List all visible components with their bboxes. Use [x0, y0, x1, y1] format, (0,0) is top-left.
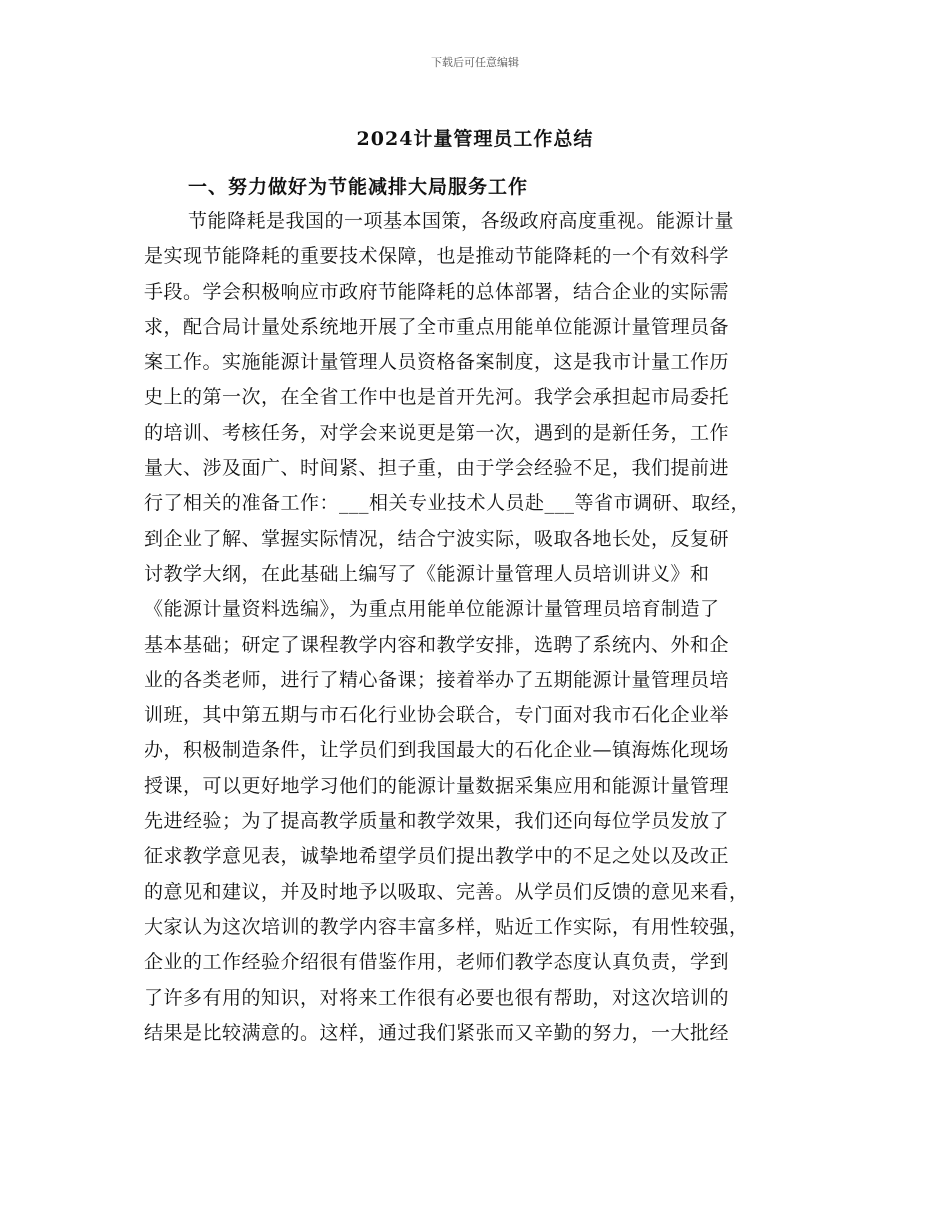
- body-line: 讨教学大纲，在此基础上编写了《能源计量管理人员培训讲义》和: [144, 562, 710, 585]
- body-line: 量大、涉及面广、时间紧、担子重，由于学会经验不足，我们提前进: [144, 457, 730, 480]
- body-line: 业的各类老师，进行了精心备课；接着举办了五期能源计量管理员培: [144, 668, 730, 691]
- body-line: 史上的第一次，在全省工作中也是首开先河。我学会承担起市局委托: [144, 386, 730, 409]
- body-line: 的意见和建议，并及时地予以吸取、完善。从学员们反馈的意见来看，: [144, 880, 749, 903]
- body-line: 结果是比较满意的。这样，通过我们紧张而又辛勤的努力，一大批经: [144, 1021, 730, 1044]
- body-line: 训班，其中第五期与市石化行业协会联合，专门面对我市石化企业举: [144, 704, 730, 727]
- document-title: 2024计量管理员工作总结: [356, 128, 594, 150]
- body-line: 征求教学意见表，诚挚地希望学员们提出教学中的不足之处以及改正: [144, 845, 730, 868]
- body-line: 求，配合局计量处系统地开展了全市重点用能单位能源计量管理员备: [144, 315, 730, 338]
- body-line: 到企业了解、掌握实际情况，结合宁波实际，吸取各地长处，反复研: [144, 527, 730, 550]
- body-text: [144, 204, 824, 1051]
- body-line: 授课，可以更好地学习他们的能源计量数据采集应用和能源计量管理: [144, 774, 730, 797]
- body-line: 企业的工作经验介绍很有借鉴作用，老师们教学态度认真负责，学到: [144, 951, 730, 974]
- body-line: 手段。学会积极响应市政府节能降耗的总体部署，结合企业的实际需: [144, 280, 730, 303]
- body-line: 大家认为这次培训的教学内容丰富多样，贴近工作实际，有用性较强，: [144, 915, 749, 938]
- body-line: 基本基础；研定了课程教学内容和教学安排，选聘了系统内、外和企: [144, 633, 730, 656]
- body-line: 先进经验；为了提高教学质量和教学效果，我们还向每位学员发放了: [144, 810, 730, 833]
- body-line: 节能降耗是我国的一项基本国策，各级政府高度重视。能源计量: [188, 210, 735, 232]
- section-heading: 一、努力做好为节能减排大局服务工作: [188, 176, 529, 198]
- body-line: 《能源计量资料选编》，为重点用能单位能源计量管理员培育制造了: [144, 598, 720, 621]
- header-note: 下载后可任意编辑: [431, 56, 519, 69]
- body-line: 是实现节能降耗的重要技术保障，也是推动节能降耗的一个有效科学: [144, 245, 730, 268]
- body-line: 行了相关的准备工作：___相关专业技术人员赴___等省市调研、取经，: [144, 492, 751, 515]
- body-line: 办，积极制造条件，让学员们到我国最大的石化企业—镇海炼化现场: [144, 739, 730, 762]
- body-line: 了许多有用的知识，对将来工作很有必要也很有帮助，对这次培训的: [144, 986, 730, 1009]
- body-line: 案工作。实施能源计量管理人员资格备案制度，这是我市计量工作历: [144, 351, 730, 374]
- body-line: 的培训、考核任务，对学会来说更是第一次，遇到的是新任务，工作: [144, 421, 730, 444]
